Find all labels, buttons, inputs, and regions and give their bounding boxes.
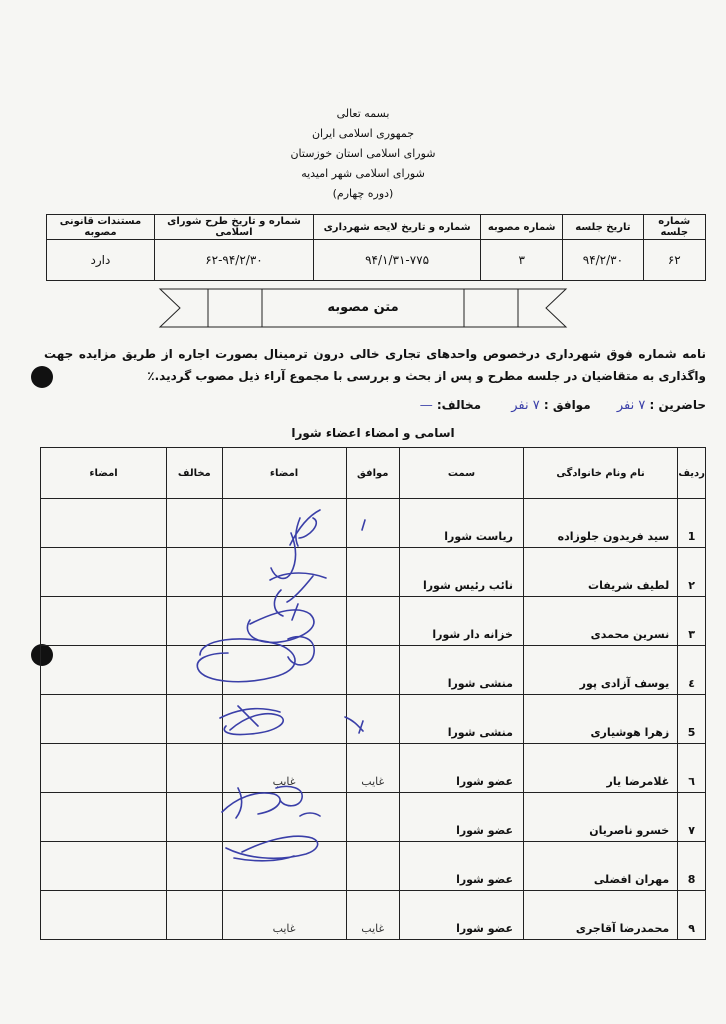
resolution-body: نامه شماره فوق شهرداری درخصوص واحدهای تجاری خالی درون ترمینال بصورت اجاره از طریق مزایده جهت واگذاری به متقاضیان در جلسه مطرح و پس از بحث و بررسی با مجموع آراء ذیل مصوب گردید.٪	[44, 347, 706, 383]
council-term: (دوره چهارم)	[332, 187, 394, 200]
row-header: ردیف	[678, 448, 706, 499]
member-signature2	[41, 646, 167, 695]
member-role: نائب رئیس شورا	[399, 548, 523, 597]
member-agree	[346, 793, 399, 842]
member-signature	[222, 548, 346, 597]
member-role: عضو شورا	[399, 842, 523, 891]
member-row	[41, 842, 706, 891]
provincial-council: شورای اسلامی استان خوزستان	[290, 147, 436, 160]
member-role: عضو شورا	[399, 744, 523, 793]
role-header: سمت	[399, 448, 523, 499]
oppose-label: مخالف:	[436, 398, 482, 412]
member-name: غلامرضا یار	[523, 744, 677, 793]
member-signature2	[41, 891, 167, 940]
member-row	[41, 891, 706, 940]
attendance-line	[280, 398, 706, 413]
name-header: نام ونام خانوادگی	[523, 448, 677, 499]
member-name: یوسف آزادی پور	[523, 646, 677, 695]
member-number: 1	[678, 499, 706, 548]
member-signature	[222, 793, 346, 842]
resolution-title: متن مصوبه	[327, 300, 399, 315]
member-name: مهران افضلی	[523, 842, 677, 891]
session-date-header: تاریخ جلسه	[563, 215, 643, 240]
member-agree	[346, 646, 399, 695]
plan-number: ۶۲-۹۴/۲/۳۰	[154, 240, 313, 281]
member-oppose	[167, 842, 222, 891]
member-number: ٦	[678, 744, 706, 793]
oppose-value: —	[419, 398, 433, 413]
members-title: اسامی و امضاء اعضاء شورا	[291, 426, 455, 440]
member-number: ٤	[678, 646, 706, 695]
member-name: سید فریدون جلوزاده	[523, 499, 677, 548]
member-agree	[346, 499, 399, 548]
session-number: ۶۲	[643, 240, 705, 281]
member-row	[41, 793, 706, 842]
bill-number-header: شماره و تاریخ لایحه شهرداری	[314, 215, 481, 240]
legal-basis: دارد	[47, 240, 155, 281]
member-agree	[346, 548, 399, 597]
member-name: لطیف شریفات	[523, 548, 677, 597]
member-agree	[346, 842, 399, 891]
member-oppose	[167, 793, 222, 842]
member-number: 5	[678, 695, 706, 744]
oppose-header: مخالف	[167, 448, 222, 499]
member-oppose	[167, 891, 222, 940]
member-signature: غایب	[222, 891, 346, 940]
present-label: حاضرین :	[649, 398, 706, 412]
country-name: جمهوری اسلامی ایران	[311, 127, 415, 140]
member-number: 8	[678, 842, 706, 891]
resolution-title-banner	[158, 287, 568, 329]
member-signature	[222, 646, 346, 695]
member-agree: غایب	[346, 891, 399, 940]
agree-header: موافق	[346, 448, 399, 499]
member-name: خسرو ناصریان	[523, 793, 677, 842]
member-signature	[222, 695, 346, 744]
member-number: ٩	[678, 891, 706, 940]
member-row	[41, 548, 706, 597]
session-info-table	[46, 214, 706, 281]
session-date: ۹۴/۲/۳۰	[563, 240, 643, 281]
member-oppose	[167, 597, 222, 646]
member-row	[41, 744, 706, 793]
member-name: محمدرضا آقاجری	[523, 891, 677, 940]
member-name: نسرین محمدی	[523, 597, 677, 646]
member-role: عضو شورا	[399, 891, 523, 940]
member-number: ۳	[678, 597, 706, 646]
member-role: عضو شورا	[399, 793, 523, 842]
member-number: ۲	[678, 548, 706, 597]
member-signature	[222, 597, 346, 646]
session-number-header: شماره جلسه	[643, 215, 705, 240]
agree-label: موافق :	[543, 398, 591, 412]
member-agree: غایب	[346, 744, 399, 793]
member-signature	[222, 499, 346, 548]
member-role: منشی شورا	[399, 646, 523, 695]
members-header-row	[41, 448, 706, 499]
member-name: زهرا هوشیاری	[523, 695, 677, 744]
member-number: ٧	[678, 793, 706, 842]
member-row	[41, 499, 706, 548]
member-role: خزانه دار شورا	[399, 597, 523, 646]
member-signature: غایب	[222, 744, 346, 793]
member-signature2	[41, 548, 167, 597]
member-oppose	[167, 548, 222, 597]
legal-basis-header: مستندات قانونی مصوبه	[47, 215, 155, 240]
member-signature2	[41, 744, 167, 793]
member-role: ریاست شورا	[399, 499, 523, 548]
member-row	[41, 695, 706, 744]
member-role: منشی شورا	[399, 695, 523, 744]
member-agree	[346, 597, 399, 646]
member-signature2	[41, 842, 167, 891]
signature2-header: امضاء	[41, 448, 167, 499]
members-table	[40, 447, 706, 940]
present-value: ۷ نفر	[616, 398, 646, 413]
member-signature2	[41, 695, 167, 744]
letterhead	[200, 104, 526, 204]
resolution-number: ۳	[481, 240, 563, 281]
member-oppose	[167, 695, 222, 744]
resolution-number-header: شماره مصوبه	[481, 215, 563, 240]
basmala: بسمه تعالی	[336, 107, 390, 120]
signature-header: امضاء	[222, 448, 346, 499]
member-signature2	[41, 793, 167, 842]
member-row	[41, 646, 706, 695]
city-council: شورای اسلامی شهر امیدیه	[301, 167, 425, 180]
member-oppose	[167, 646, 222, 695]
agree-value: ۷ نفر	[511, 398, 540, 413]
member-signature2	[41, 597, 167, 646]
member-oppose	[167, 499, 222, 548]
plan-number-header: شماره و تاریخ طرح شورای اسلامی	[154, 215, 313, 240]
member-row	[41, 597, 706, 646]
member-oppose	[167, 744, 222, 793]
member-agree	[346, 695, 399, 744]
member-signature2	[41, 499, 167, 548]
bill-number: ۹۴/۱/۳۱-۷۷۵	[314, 240, 481, 281]
member-signature	[222, 842, 346, 891]
